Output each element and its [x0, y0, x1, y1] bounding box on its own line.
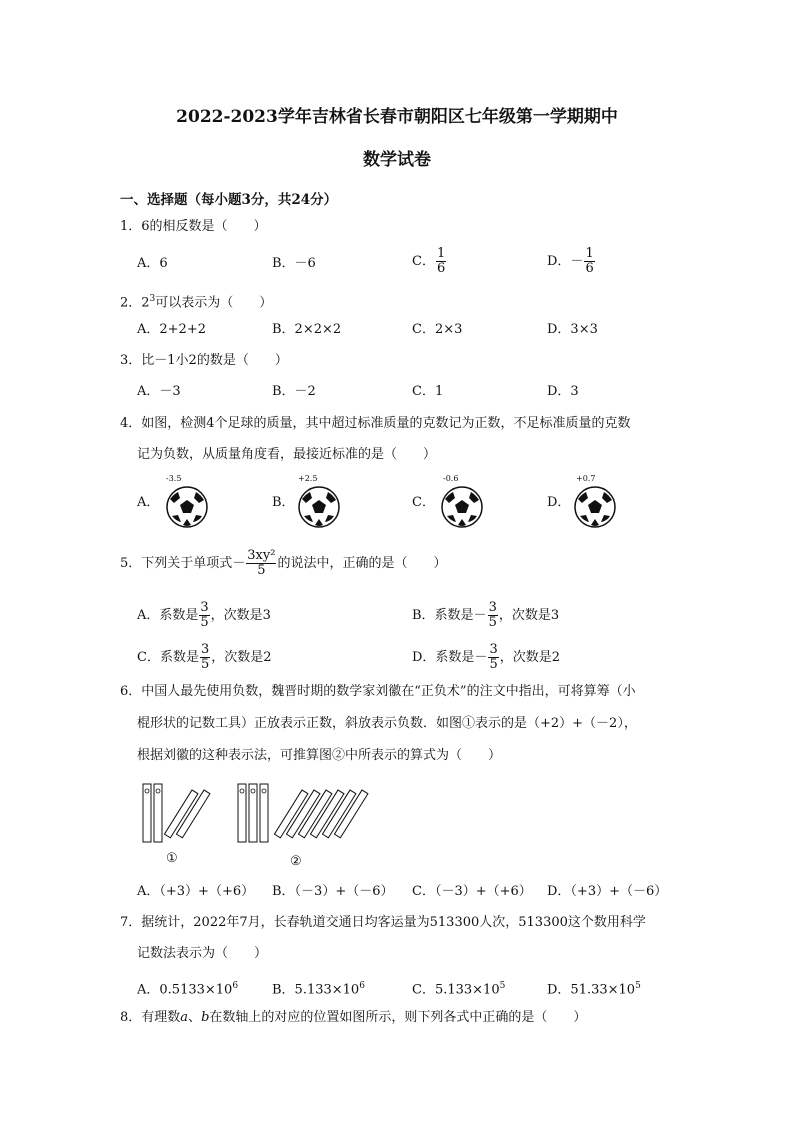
q2-option-d: D．3×3 — [547, 322, 598, 337]
q7-option-a-exponent: 6 — [232, 981, 239, 991]
q5-option-b — [412, 601, 559, 630]
q5-option-c-degree: ，次数是2 — [211, 650, 272, 665]
q5-option-a — [137, 601, 271, 630]
q4-ball-b-value: +2.5 — [298, 474, 318, 483]
q5-option-b-fraction — [488, 601, 498, 630]
q5-option-d-label: D．系数是－ — [412, 650, 488, 665]
q2-exponent: 3 — [149, 294, 156, 304]
q4-ball-c-value: -0.6 — [443, 474, 459, 483]
soccer-ball-icon — [441, 486, 483, 528]
q7-stem-line2: 记数法表示为（ ） — [137, 946, 268, 961]
q1-option-d — [547, 247, 596, 276]
q7-option-b-mantissa: B．5.133×10 — [272, 982, 360, 998]
q2-stem-start: 2．2 — [120, 295, 150, 311]
q7-option-b — [272, 978, 365, 998]
q1-option-d-fraction — [584, 247, 594, 276]
q6-option-a: A．（+3）+（+6） — [137, 884, 255, 899]
q7-option-d — [547, 978, 641, 998]
q3-option-b: B．－2 — [272, 384, 316, 399]
q4-ball-a-value: -3.5 — [166, 474, 182, 483]
fraction-denominator: 6 — [585, 261, 594, 276]
variable-b: b — [201, 1010, 210, 1025]
q5-option-a-label: A．系数是 — [137, 608, 199, 623]
q6-option-d: D．（+3）+（－6） — [547, 884, 668, 899]
exam-subtitle: 数学试卷 — [363, 150, 431, 170]
q1-option-c — [412, 247, 447, 276]
q5-option-b-label: B．系数是－ — [412, 608, 487, 623]
q8-stem — [120, 1010, 586, 1026]
q5-option-d-fraction — [488, 643, 498, 672]
q6-option-b: B．（－3）+（－6） — [272, 884, 394, 899]
q5-option-d-degree: ，次数是2 — [499, 650, 560, 665]
q5-option-c — [137, 643, 272, 672]
q5-stem-end: 的说法中，正确的是（ ） — [277, 556, 447, 571]
q4-option-b: B． — [272, 495, 295, 510]
q2-stem-end: 可以表示为（ ） — [155, 295, 273, 311]
q2-stem — [120, 291, 272, 311]
fraction-numerator: 3 — [200, 600, 209, 615]
q6-option-c: C．（－3）+（+6） — [412, 884, 532, 899]
q1-option-d-label: D．－ — [547, 254, 584, 269]
fraction-numerator: 3 — [488, 600, 497, 615]
q1-option-c-fraction — [436, 247, 446, 276]
q3-stem: 3．比－1小2的数是（ ） — [120, 353, 288, 368]
fraction-numerator: 3xy² — [247, 548, 276, 563]
q7-option-a-mantissa: A．0.5133×10 — [137, 982, 233, 998]
q7-option-d-mantissa: D．51.33×10 — [547, 982, 636, 998]
fraction-denominator: 5 — [489, 657, 498, 672]
q7-option-c-mantissa: C．5.133×10 — [412, 982, 500, 998]
q1-option-b: B．－6 — [272, 256, 316, 271]
fraction-denominator: 5 — [200, 615, 209, 630]
q7-option-a — [137, 978, 238, 998]
fraction-denominator: 6 — [436, 261, 446, 276]
q5-option-d — [412, 643, 560, 672]
fraction-denominator: 5 — [488, 615, 497, 630]
q4-option-d: D． — [547, 495, 571, 510]
q4-stem-line1: 4．如图，检测4个足球的质量，其中超过标准质量的克数记为正数，不足标准质量的克数 — [120, 416, 631, 431]
q1-option-a: A．6 — [137, 256, 168, 271]
q3-option-d: D．3 — [547, 384, 579, 399]
q5-option-c-label: C．系数是 — [137, 650, 199, 665]
q7-option-d-exponent: 5 — [635, 981, 641, 991]
q3-option-a: A．－3 — [137, 384, 181, 399]
counting-rods-figure-1 — [140, 780, 240, 846]
soccer-ball-icon — [166, 486, 208, 528]
variable-a: a — [180, 1010, 189, 1025]
q4-option-c: C． — [412, 495, 435, 510]
figure-1-label: ① — [166, 851, 178, 866]
q5-option-a-degree: ，次数是3 — [210, 608, 271, 623]
q7-option-c-exponent: 5 — [499, 981, 506, 991]
figure-2-label: ② — [290, 854, 302, 869]
fraction-denominator: 5 — [200, 657, 210, 672]
q7-option-c — [412, 978, 505, 998]
q7-stem-line1: 7．据统计，2022年7月，长春轨道交通日均客运量为513300人次，513300这个数用科学 — [120, 915, 646, 930]
q2-option-a: A．2+2+2 — [137, 322, 206, 337]
q6-stem-line2: 棍形状的记数工具）正放表示正数，斜放表示负数．如图①表示的是（+2）+（－2）， — [137, 716, 637, 731]
q4-stem-line2: 记为负数，从质量角度看，最接近标准的是（ ） — [137, 447, 437, 462]
q5-monomial-fraction — [246, 549, 276, 578]
fraction-numerator: 1 — [585, 246, 594, 261]
q1-stem: 1．6的相反数是（ ） — [120, 219, 267, 234]
q3-option-c: C．1 — [412, 384, 444, 399]
soccer-ball-icon — [298, 486, 340, 528]
q8-separator: 、 — [188, 1010, 202, 1025]
fraction-numerator: 3 — [200, 642, 210, 657]
q6-stem-line1: 6．中国人最先使用负数，魏晋时期的数学家刘徽在“正负术”的注文中指出，可将算筹（小 — [120, 684, 636, 699]
fraction-numerator: 3 — [489, 642, 498, 657]
q5-option-a-fraction — [199, 601, 209, 630]
q2-option-b: B．2×2×2 — [272, 322, 342, 337]
soccer-ball-icon — [574, 486, 616, 528]
fraction-numerator: 1 — [436, 246, 446, 261]
q5-option-c-fraction — [200, 643, 210, 672]
q7-option-b-exponent: 6 — [359, 981, 365, 991]
q8-stem-start: 8．有理数 — [120, 1010, 181, 1025]
q8-stem-end: 在数轴上的对应的位置如图所示，则下列各式中正确的是（ ） — [209, 1010, 587, 1025]
q5-option-b-degree: ，次数是3 — [498, 608, 560, 623]
exam-title: 2022-2023学年吉林省长春市朝阳区七年级第一学期期中 — [176, 107, 618, 127]
q4-option-a: A． — [137, 495, 160, 510]
q5-stem-start: 5．下列关于单项式－ — [120, 556, 246, 571]
counting-rods-figure-2 — [236, 780, 400, 846]
section-heading: 一、选择题（每小题3分，共24分） — [120, 192, 338, 208]
q1-option-c-label: C． — [412, 254, 435, 269]
q6-stem-line3: 根据刘徽的这种表示法，可推算图②中所表示的算式为（ ） — [137, 748, 502, 763]
q4-ball-d-value: +0.7 — [576, 474, 596, 483]
q5-stem — [120, 549, 446, 578]
q2-option-c: C．2×3 — [412, 322, 463, 337]
fraction-denominator: 5 — [257, 563, 266, 578]
